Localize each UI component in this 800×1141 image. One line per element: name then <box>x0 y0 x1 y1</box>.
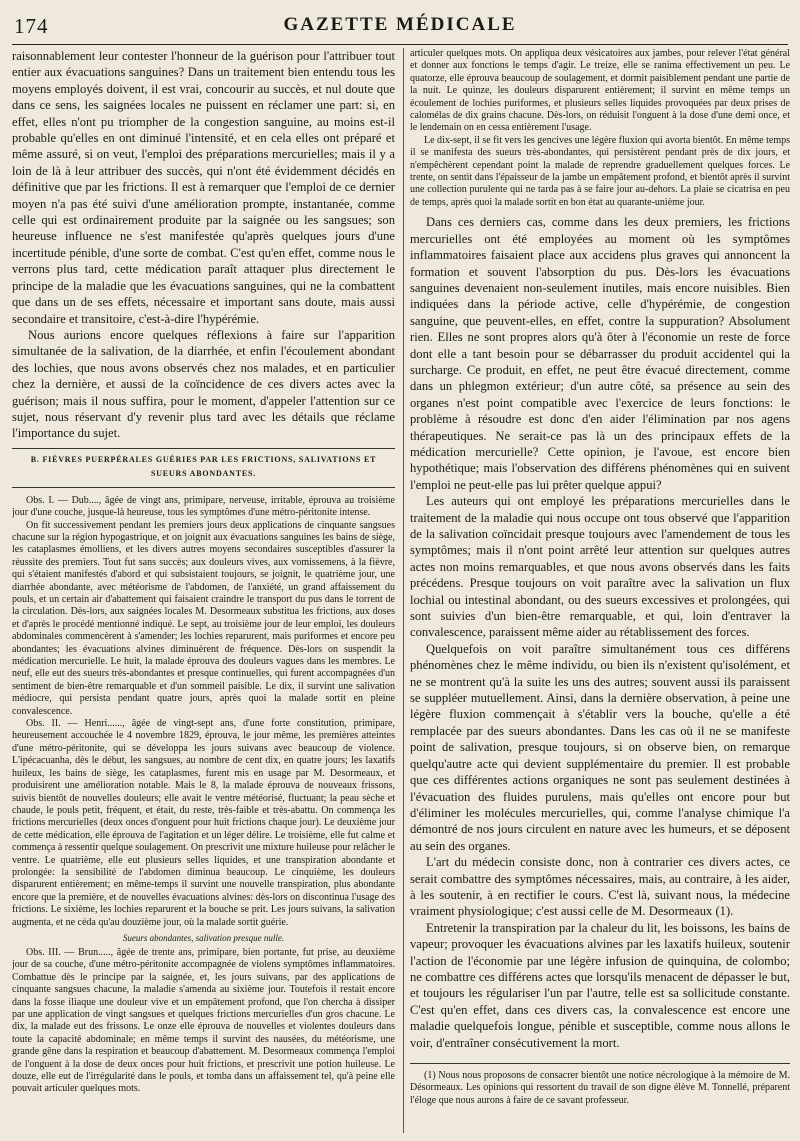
footnote-rule <box>410 1063 790 1064</box>
observation-paragraph: Obs. I. — Dub...., âgée de vingt ans, primipare, nerveuse, irritable, éprouva au troisième jour d'une couche, jusque-là heureuse, tous les symptômes d'une métro-péritonite intense. <box>12 494 395 519</box>
page-number: 174 <box>14 14 49 38</box>
observation-subheading: Sueurs abondantes, salivation presque nulle. <box>122 932 285 943</box>
footnote: (1) Nous nous proposons de consacrer bientôt une notice nécrologique à la mémoire de M. Désormeaux. Les opinions qui ressortent du travail de son digne élève M. Tonnellé, préparent l'éloge que nous aurons à faire de ce savant professeur. <box>410 1070 790 1106</box>
left-column <box>12 48 395 1138</box>
paragraph: Nous aurions encore quelques réflexions à faire sur l'apparition simultanée de la salivation, de la diarrhée, et enfin l'écoulement abondant des lochies, que nous avons observés chez nos malades, et en particulier chez la dernière, et aussi de la coïncidence de ces divers actes avec la guérison; mais il nous suffira, pour le moment, d'appeler l'attention sur ce sujet, nous réservant d'y revenir plus tard avec les détails que réclame l'importance du sujet. <box>12 327 395 441</box>
observation-paragraph: Obs. III. — Brun....., âgée de trente ans, primipare, bien portante, fut prise, au deuxième jour de sa couche, d'une métro-péritonite accompagnée de violens symptômes inflammatoires. Combattue dès le principe par la saignée, et, les jours suivans, par des applications de cinquante sangsues chacune, la maladie s'amenda au sixième jour. Toutefois il restait encore dans la fosse iliaque une douleur vive et un empâtement profond, que l'on chercha à dissiper par une application de vingt sangsues et quelques frictions mercurielles d'un gros chacune. Le dix, la malade eut des frissons. Le onze elle éprouva de nouvelles et violentes douleurs dans toute la capacité abdominale; en même temps il survint des nausées, du météorisme, une grande gêne dans la respiration et beaucoup d'abattement. M. Desormeaux commença l'emploi de l'onguent à la dose de deux onces pour huit frictions, et prescrivit une potion huileuse. Le douze, elle eut de l'irrégularité dans le pouls, et tomba dans un affaissement tel, qu'à peine elle pouvait articuler quelques mots. <box>12 946 395 1095</box>
paragraph: Entretenir la transpiration par la chaleur du lit, les boissons, les bains de vapeur; provoquer les évacuations alvines par les laxatifs huileux, soutenir l'action de l'économie par une légère infusion de quinquina, de colombo; ne combattre ces différens actes que lorsqu'ils menacent de dépasser le but, et toujours les régulariser l'un par l'autre, telle est sa sollicitude constante. C'est qu'en effet, dans ces divers cas, la convalescence est encore une maladie quelquefois longue, pénible et susceptible, comme nous allons le voir, d'entraîner consécutivement la mort. <box>410 920 790 1050</box>
header-rule <box>12 44 788 45</box>
paragraph: Les auteurs qui ont employé les préparations mercurielles dans le traitement de la maladie qui nous occupe ont tous observé que l'apparition de la salivation coïncidait presque toujours avec l'amendement de tous les symptômes; mais il n'ont point arrêté leur attention sur quelques autres actes non moins remarquables, et que nous avons observés dans les faits précédens. Presque toujours on voit paraître avec la salivation un flux lochial ou intestinal abondant, ou des sueurs excessives et prolongées, qui sont suivies d'un bien-être remarquable, et qui, loin d'entraver la convalescence, paraissent même aider au rétablissement des forces. <box>410 494 790 640</box>
paragraph: Dans ces derniers cas, comme dans les deux premiers, les frictions mercurielles ont été employées au moment où les symptômes inflammatoires faisaient place aux accidens plus graves qui annoncent la formation et souvent l'absorption du pus. Dès-lors les évacuations sanguines devenaient non-seulement inutiles, mais encore nuisibles. Bien indiquées dans la période active, celle d'hypérémie, de congestion sanguine, que peuvent-elles, en effet, contre la suppuration? Absolument rien. Elles ne sont propres alors qu'à ôter à l'économie un reste de force dont elle a tant besoin pour se débarrasser du produit accidentel qui la surcharge. Ce produit, en effet, ne peut être évacué directement, comme dans un phlegmon extérieur; d'un autre côté, sa présence au sein des organes n'est point compatible avec l'exercice de leurs fonctions: le problème à résoudre est donc d'en aider l'élimination par nos agens thérapeutiques. Ne serait-ce pas là un des principaux effets de la médication mercurielle? Cette opinion, je l'avoue, est encore bien hypothétique; mais l'observation des différens phénomènes qui en suivent l'emploi ne peut-elle pas lui prêter quelque appui? <box>410 215 790 492</box>
right-column <box>410 48 790 1138</box>
section-rule <box>12 487 395 488</box>
observation-paragraph: Obs. II. — Henri......, âgée de vingt-sept ans, d'une forte constitution, primipare, heureusement accouchée le 4 novembre 1829, éprouva, le jour même, les premières atteintes d'une métro-péritonite, qui se développa les jours suivans avec beaucoup de violence. L'ipécacuanha, dès le début, les sangsues, au nombre de cent dix, en quatre jours; les laxatifs huileux, les bains de siège, les cataplasmes, furent mis en usage par M. Desormeaux, et produisirent une amélioration notable. Mais le 8, la malade éprouva de nouveaux frissons, suivis bientôt de nouvelles douleurs; elle avait le ventre météorisé, fluctuant; la peau sèche et chaude, le pouls petit, fréquent, et était, du reste, très-faible et très-abattu. On commença les frictions mercurielles (deux onces d'onguent pour huit frictions chaque jour). Le deuxième jour de cette médication, elle éprouva de l'agitation et un léger délire. Le troisième, elle fut calme et commença à ressentir quelque soulagement. On prescrivit une mixture huileuse pour relâcher le ventre. Le quatrième, elle eut plusieurs selles liquides, et une transpiration abondante et prolongée: la sensibilité de l'abdomen diminua beaucoup. Le cinquième, les douleurs disparurent entièrement; en même-temps il survint une nouvelle transpiration, plus abondante encore que la première, et de nouvelles évacuations alvines: dès-lors on discontinua l'usage des frictions. Le sixième, les lochies reparurent et la bouche se prit. Les jours suivans, la salivation augmenta, et ne céda qu'au douzième jour, où la malade sortit guérie. <box>12 718 395 928</box>
masthead-title: GAZETTE MÉDICALE <box>283 14 517 35</box>
section-rule <box>12 448 395 449</box>
paragraph: raisonnablement leur contester l'honneur de la guérison pour l'attribuer tout entier aux évacuations sanguines? Dans un traitement bien entendu tous les moyens employés doivent, il est vrai, concourir au succès, et nul doute que dans ce sens, les saignées locales ne puissent en réclamer une part: si, en effet, elles n'ont pu triompher de la congestion sanguine, au moins est-il probable qu'elles en ont diminué l'intensité, et en cela elles ont préparé et même assuré, si on veut, l'emploi des préparations mercurielles; mais il y a loin de là à leur attribuer des succès, qui n'ont été évidemment décidés en définitive que par les frictions. Il est à remarquer que l'emploi de ce dernier moyen n'a pas été suivi d'une amélioration prompte, instantanée, comme celle qui est ordinairement produite par la saignée ou les sangsues; son heureuse influence ne s'est manifestée qu'après quelques jours d'une incertitude pénible, d'une sorte de combat. C'est qu'en effet, comme nous le verrons plus tard, cette médication paraît attaquer plus directement le principe de la maladie que les évacuations sanguines, qui ne la combattent que dans un de ses effets, nécessaire et important sans doute, mais aussi secondaire et transitoire, c'est-à-dire l'hypérémie. <box>12 49 395 326</box>
observation-paragraph: On fit successivement pendant les premiers jours deux applications de cinquante sangsues chacune sur la région hypogastrique, et on joignit aux évacuations sanguines les bains de siège, les cataplasmes émolliens, et les divers autres moyens secondaires susceptibles d'assurer la réussite des premiers. Tout fut sans succès; aux douleurs vives, aux vomissemens, à la fièvre, qui s'étaient manifestés d'abord et qui subsistaient toujours, se joignit, le quatrième jour, une diarrhée abondante, avec météorisme de l'abdomen, de l'anxiété, un grand affaissement du pouls, et un certain air d'abattement qui faisaient craindre le transport du pus dans le torrent de la circulation. Dès-lors, aux saignées locales M. Desormeaux substitua les frictions, aux doses et d'après le procédé mentionné indiqué. Le sept, au troisième jour de leur emploi, les douleurs abdominales commencèrent à s'amender; les lochies reparurent, mais puriformes et encore peu abondantes; les évacuations alvines diminuèrent de fréquence. Dès-lors on suspendit la médication mercurielle. Le huit, la malade éprouva des douleurs vagues dans les membres. Le neuf, elle eut des sueurs très-abondantes et presque continuelles, qui furent accompagnées d'un sentiment de bien-être remarquable et d'un sommeil paisible. Le dix, il survint une salivation médiocre, qui persista pendant quatre jours, après quoi la malade sortit en pleine convalescence. <box>12 519 395 717</box>
paragraph: L'art du médecin consiste donc, non à contrarier ces divers actes, ce serait combattre des symptômes nécessaires, mais, au contraire, à les aider, à les soutenir, à en rectifier le cours. C'est là, suivant nous, la médecine vraiment physiologique; c'est aussi celle de M. Desormeaux (1). <box>410 855 790 919</box>
observation-paragraph: Le dix-sept, il se fit vers les gencives une légère fluxion qui avorta bientôt. En même temps il se manifesta des sueurs très-abondantes, qui persistèrent pendant près de dix jours, et n'empêchèrent cependant point la malade de reprendre graduellement quelques forces. Le trente, on sentit dans l'épaisseur de la jambe un empâtement profond, et bientôt après il survint une collection purulente qui ne tarda pas à se faire jour au-dehors. La plaie se cicatrisa en peu de temps, après quoi la malade sortit en bon état au quarante-unième jour. <box>410 134 790 208</box>
column-divider <box>403 48 404 1133</box>
section-heading: B. FIÈVRES PUERPÉRALES GUÉRIES PAR LES FRICTIONS, SALIVATIONS ET SUEURS ABONDANTES. <box>30 454 377 478</box>
observation-paragraph: articuler quelques mots. On appliqua deux vésicatoires aux jambes, pour relever l'état général et donner aux fonctions le temps d'agir. Le treize, elle se ranima effectivement un peu. Le quatorze, elle éprouva beaucoup de soulagement, et dormit paisiblement pendant une partie de la nuit. Le quinze, les douleurs disparurent entièrement; il survint en même temps un écoulement de lochies puriformes, et plusieurs selles liquides provoquées par deux prises de calomélas de dix grains chacune. Dès-lors, on réduisit l'onguent à la dose d'une demi once, et le lendemain on en cessa entièrement l'usage. <box>410 48 790 134</box>
paragraph: Quelquefois on voit paraître simultanément tous ces différens phénomènes chez le même individu, ou bien ils n'existent qu'isolément, et ne se montrent qu'à la suite les uns des autres; souvent aussi ils paraissent se suppléer mutuellement. Ainsi, dans la dernière observation, à peine une légère fluxion commençait à s'établir vers la bouche, qu'elle a été remplacée par des sueurs abondantes. Dans les cas où il ne se manifeste point de salivation, presque toujours, si on observe bien, on remarque quelqu'autre acte qui devient supplémentaire du premier. Il est probable que ces différentes actions organiques ne sont pas seulement destinées à l'évacuation des fluides purulens, mais qu'elles ont encore pour but d'éliminer les molécules mercurielles, qui, comme l'analyse chimique l'a démontré de nos jours circulent en nature avec les humeurs, et se déposent au sein des organes. <box>410 641 790 853</box>
